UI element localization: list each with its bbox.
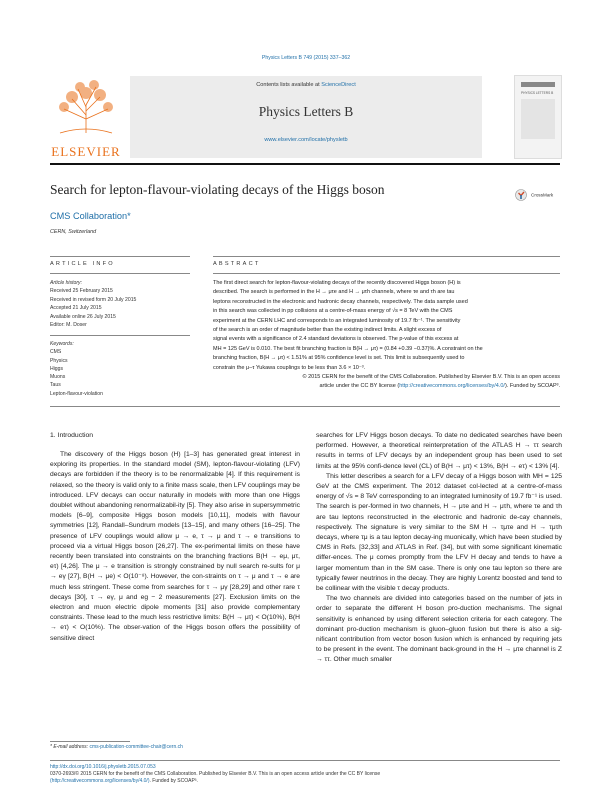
abstract-line: branching fraction, B(H → μτ) < 1.51% at 95% confidence level is set. This limit is subsequently used to <box>213 355 465 362</box>
doi-link[interactable]: http://dx.doi.org/10.1016/j.physletb.2015.07.053 <box>50 764 156 770</box>
intro-paragraph: The discovery of the Higgs boson (H) [1–3] has generated great interest in exploring its properties. In the standard model (SM), lepton-flavour-violating (LFV) decays are forbidden if the theory is to be renormalizable [4]. If this requirement is relaxed, so the theory is valid only to a finite mass scale, then LFV couplings may be introduced. LFV decays can occur naturally in models with more than one Higgs doublet without abandoning renormalizabil-ity [5]. They also arise in supersymmetric models [6–9], composite Higgs boson models [10,11], models with flavour symmetries [12], Randall–Sundrum models [13–15], and many others [16–25]. The presence of LFV couplings would allow μ → e, τ → μ and τ → e transitions to proceed via a virtual Higgs boson [26,27]. The ex-perimental limits on these have recently been translated into constraints on the branching fractions B(H → eμ, μτ, eτ) [4,26]. The μ → e transition is strongly constrained by null search re-sults for μ → eγ [27], B(H → μe) < O(10⁻⁸). However, the con-straints on τ → μ and τ → e are much less stringent. These come from searches for τ → μγ [28,29] and other rare τ decays [30], τ → eγ, μ and eg − 2 measurements [27]. Exclusion limits on the electron and muon electric dipole moments [31] also provide complementary constraints. These lead to the much less restrictive limits: B(H → μτ) < O(10%), B(H → eτ) < O(10%). The obser-vation of the Higgs boson offers the possibility of sensitive direct <box>50 451 300 642</box>
article-info-rule-mid <box>50 273 190 274</box>
abstract-rule-top <box>213 256 560 257</box>
keywords <box>50 340 200 398</box>
footer-block <box>50 764 560 786</box>
cover-band <box>521 82 555 87</box>
author-name[interactable]: CMS Collaboration <box>50 211 128 221</box>
keywords-rule <box>50 335 190 336</box>
revised-date: Received in revised form 20 July 2015 <box>50 296 137 303</box>
journal-reference[interactable]: Physics Letters B 749 (2015) 337–362 <box>261 55 351 61</box>
license-prefix: article under the CC BY license ( <box>319 383 400 390</box>
article-history <box>50 279 200 329</box>
crossmark-icon <box>515 189 527 201</box>
crossmark-label: CrossMark <box>531 192 554 198</box>
journal-banner <box>130 76 482 158</box>
copyright-line: © 2015 CERN for the benefit of the CMS Collaboration. Published by Elsevier B.V. This is an open access <box>302 374 560 381</box>
abstract-line: The first direct search for lepton-flavour-violating decays of the recently discovered Higgs boson (H) is <box>213 280 461 286</box>
journal-title: Physics Letters B <box>258 103 354 119</box>
intro-paragraph: searches for LFV Higgs boson decays. To date no dedicated searches have been performed. However, a theoretical reinterpretation of the ATLAS H → ττ search results in terms of LFV decays by an independent group has been used to set limits at the 95% confi-dence level (CL) of B(H → μτ) < 13%, B(H → eτ) < 13% [4]. <box>316 432 562 470</box>
license-link[interactable]: http://creativecommons.org/licenses/by/4.0/ <box>399 383 505 390</box>
received-date: Received 25 February 2015 <box>50 288 113 295</box>
article-info-rule-top <box>50 256 190 257</box>
author-mark[interactable]: * <box>127 211 131 221</box>
license-line <box>213 382 560 391</box>
keywords-title: Keywords: <box>50 341 74 347</box>
abstract-heading: ABSTRACT <box>213 261 261 267</box>
keyword-item: Lepton-flavour-violation <box>50 390 103 397</box>
abstract-line: of the search is an order of magnitude better than the existing indirect limits. A slight excess of <box>213 327 442 334</box>
keyword-item: Higgs <box>50 365 64 372</box>
abstract-line: in this search was collected in pp collisions at a centre-of-mass energy of √s = 8 TeV with the CMS <box>213 308 453 315</box>
funded-note: . Funded by SCOAP³. <box>149 778 198 785</box>
affiliation: CERN, Switzerland <box>50 229 97 235</box>
journal-homepage-link[interactable]: www.elsevier.com/locate/physletb <box>264 136 348 143</box>
elsevier-tree-icon <box>50 75 122 137</box>
section-heading: 1. Introduction <box>50 432 94 439</box>
intro-paragraph: This letter describes a search for a LFV decay of a Higgs boson with MH = 125 GeV at the CMS experiment. The 2012 dataset col-lected at a centre-of-mass energy of √s = 8 TeV corresponding to an integrated luminosity of 19.7 fb⁻¹ is used. The search is per-formed in two channels, H → μτe and H → μτh, where τe and τh are tau leptons reconstructed in the electronic and hadronic de-cay channels, respectively. The signature is very similar to the SM H → τμτe and H → τμτh decays, where τμ is a tau lepton decay-ing muonically, which have been studied by CMS in Refs. [32,33] and ATLAS in Ref. [34], but with some significant kinematic differ-ences. The μ comes promptly from the LFV H decay and tends to have a larger momentum than in the SM case. There is only one tau lepton so there are typically fewer neutrinos in the decay. They are highly Lorentz boosted and tend to be collinear with the visible τ decay products. <box>316 472 562 593</box>
journal-cover <box>514 75 562 159</box>
keyword-item: Physics <box>50 357 68 364</box>
abstract-line: experiment at the CERN LHC and corresponds to an integrated luminosity of 19.7 fb⁻¹. The sensitivity <box>213 317 461 324</box>
contents-prefix: Contents lists available at <box>256 82 322 88</box>
issn-line: 0370-2693/© 2015 CERN for the benefit of the CMS Collaboration. Published by Elsevier B.V. This is an open access article under the CC BY license <box>50 771 381 778</box>
footnote-email <box>50 744 183 752</box>
abstract-line: constrain the μ–τ Yukawa couplings to be less than 3.6 × 10⁻³. <box>213 364 366 371</box>
keyword-item: Taus <box>50 382 61 389</box>
keyword-item: Muons <box>50 374 66 381</box>
footer-license-link[interactable]: (http://creativecommons.org/licenses/by/4.0/) <box>50 778 150 785</box>
email-link[interactable]: cms-publication-committee-chair@cern.ch <box>89 744 183 750</box>
license-suffix: ). Funded by SCOAP³. <box>504 383 560 390</box>
elsevier-logo <box>50 75 122 157</box>
cover-image <box>521 99 555 139</box>
elsevier-wordmark: ELSEVIER <box>51 144 121 159</box>
crossmark-badge[interactable] <box>515 186 563 204</box>
article-info-heading: ARTICLE INFO <box>50 261 115 267</box>
editor: Editor: M. Doser <box>50 322 87 329</box>
footnote-rule <box>50 741 130 742</box>
abstract-line: leptons reconstructed in the electronic and hadronic decay channels, respectively. The data sample used <box>213 298 468 305</box>
contents-line <box>130 82 482 90</box>
sciencedirect-link[interactable]: ScienceDirect <box>321 82 356 88</box>
footer-rule <box>50 760 560 761</box>
author-line[interactable] <box>50 211 131 221</box>
license-footer-line <box>50 778 560 785</box>
intro-paragraph: The two channels are divided into categories based on the number of jets in order to separate the different H boson pro-duction mechanisms. The signal sensitivity is enhanced by using different selection criteria for each category. The dominant pro-duction mechanism is gluon–gluon fusion but there is also a sig-nificant contribution from vector boson fusion which is enhanced by requiring jets to be present in the event. The dominant back-ground in the H → μτe channel is Z → ττ. Other much smaller <box>316 595 562 664</box>
accepted-date: Accepted 21 July 2015 <box>50 305 102 312</box>
header-rule <box>50 163 560 165</box>
abstract-rule-mid <box>213 273 560 274</box>
cover-title: PHYSICS LETTERS B <box>521 91 554 95</box>
abstract-line: described. The search is performed in the H → μτe and H → μτh channels, where τe and τh are tau <box>213 289 455 296</box>
abstract-body <box>213 279 560 392</box>
abstract-line: signal events with a significance of 2.4 standard deviations is observed. The p-value of this excess at <box>213 336 459 343</box>
history-title: Article history: <box>50 280 82 286</box>
email-prefix: * E-mail address: <box>50 744 90 750</box>
keyword-item: CMS <box>50 349 62 356</box>
intro-right-column <box>316 431 562 761</box>
abstract-rule-bottom <box>50 406 560 407</box>
online-date: Available online 26 July 2015 <box>50 313 116 320</box>
abstract-line: MH = 125 GeV is 0.010. The best fit branching fraction is B(H → μτ) = (0.84 +0.39 −0.37)%. A constraint on the <box>213 345 483 352</box>
article-title: Search for lepton-flavour-violating decays of the Higgs boson <box>50 182 385 197</box>
intro-left-column <box>50 450 300 740</box>
